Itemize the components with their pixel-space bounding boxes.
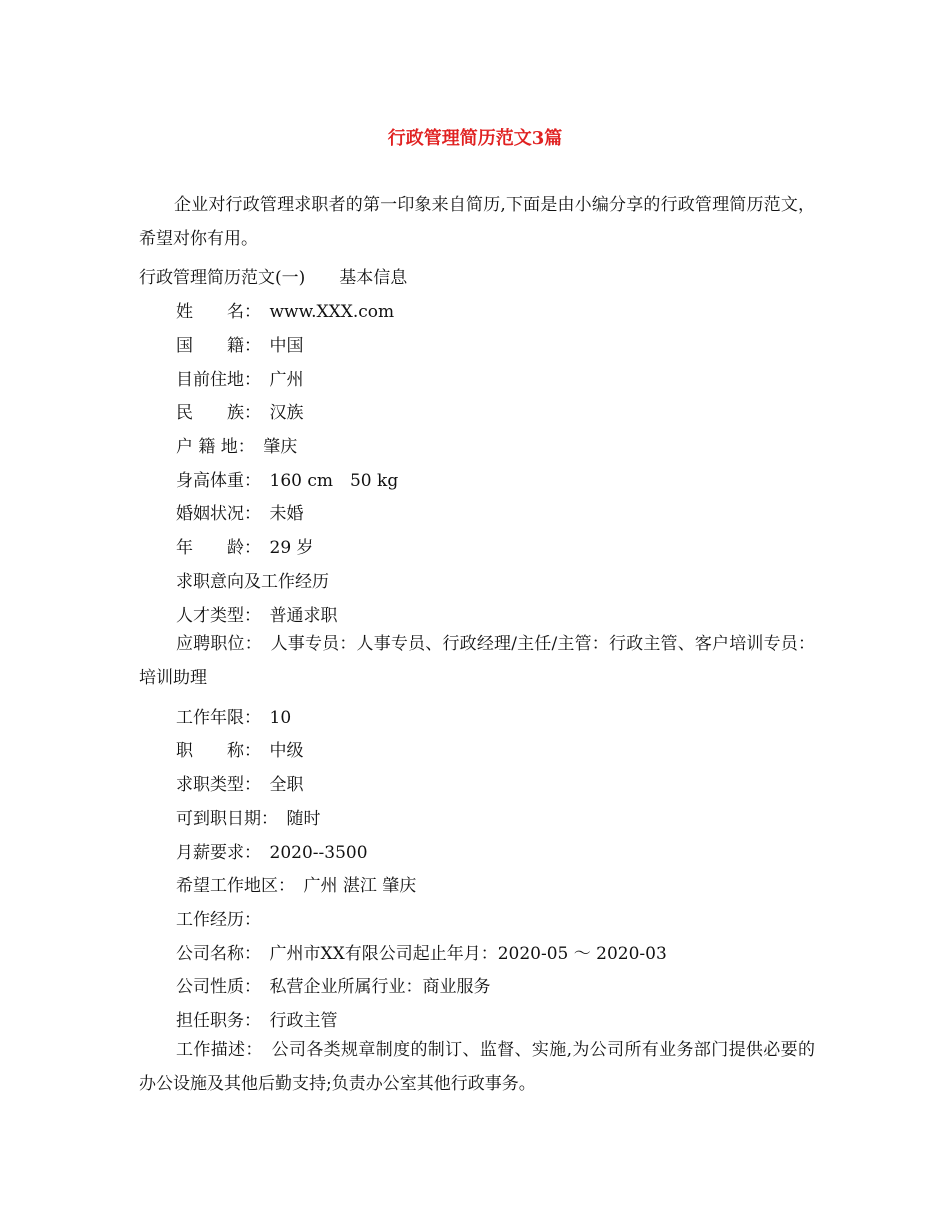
info-line-job-type: 求职类型： 全职 — [176, 775, 304, 795]
info-line-job-description: 工作描述： 公司各类规章制度的制订、监督、实施,为公司所有业务部门提供必要的办公设施及其他后勤支持;负责办公室其他行政事务。 — [139, 1040, 815, 1094]
info-line-talent-type: 人才类型： 普通求职 — [176, 606, 338, 626]
info-line-years: 工作年限： 10 — [176, 708, 292, 728]
info-line-ethnicity: 民 族： 汉族 — [176, 403, 304, 423]
info-line-company-nature: 公司性质： 私营企业所属行业：商业服务 — [176, 977, 491, 997]
info-line-experience: 工作经历： — [176, 910, 261, 930]
info-line-title: 职 称： 中级 — [176, 741, 304, 761]
section-heading: 行政管理简历范文(一) 基本信息 — [139, 268, 408, 288]
info-line-marital: 婚姻状况： 未婚 — [176, 504, 304, 524]
intro-paragraph: 企业对行政管理求职者的第一印象来自简历,下面是由小编分享的行政管理简历范文，希望对你有用。 — [139, 195, 815, 249]
info-line-region: 希望工作地区： 广州 湛江 肇庆 — [176, 876, 417, 896]
info-line-role: 担任职务： 行政主管 — [176, 1011, 338, 1031]
info-line-nationality: 国 籍： 中国 — [176, 336, 304, 356]
info-line-age: 年 龄： 29 岁 — [176, 538, 314, 558]
info-line-start-date: 可到职日期： 随时 — [176, 809, 321, 829]
info-line-position: 应聘职位： 人事专员：人事专员、行政经理/主任/主管：行政主管、客户培训专员：培训助理 — [139, 634, 815, 688]
info-line-height-weight: 身高体重： 160 cm 50 kg — [176, 471, 399, 491]
info-line-hometown: 户 籍 地： 肇庆 — [176, 437, 298, 457]
subsection-heading: 求职意向及工作经历 — [176, 572, 329, 592]
info-line-company: 公司名称： 广州市XX有限公司起止年月：2020-05 ～ 2020-03 — [176, 944, 667, 964]
document-title: 行政管理简历范文3篇 — [387, 128, 563, 149]
info-line-salary: 月薪要求： 2020--3500 — [176, 843, 368, 863]
info-line-name: 姓 名： www.XXX.com — [176, 302, 395, 322]
info-line-residence: 目前住地： 广州 — [176, 370, 304, 390]
